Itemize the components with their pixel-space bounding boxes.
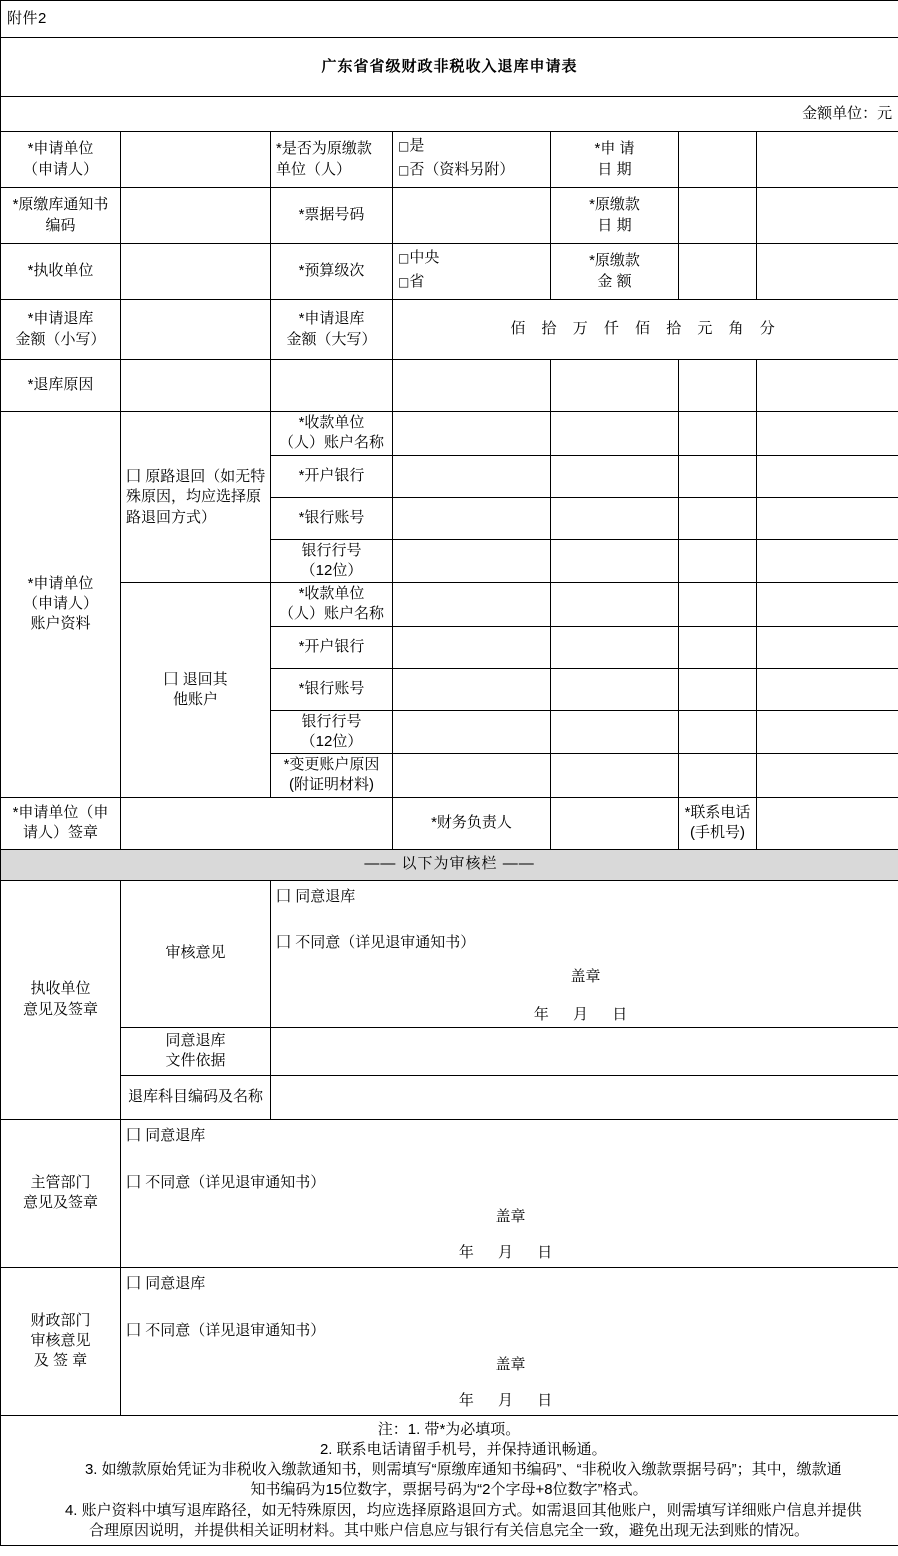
label-bank-code-other: 银行行号 （12位） xyxy=(271,710,393,754)
field-change-account-reason[interactable] xyxy=(393,754,551,798)
field-bank-account-other-c2[interactable] xyxy=(551,668,679,710)
field-change-account-reason-c3[interactable] xyxy=(679,754,757,798)
option-other-account[interactable]: 囗 退回其 他账户 xyxy=(121,583,271,798)
field-refund-reason-c6[interactable] xyxy=(757,360,898,412)
label-bank-code-orig: 银行行号 （12位） xyxy=(271,539,393,583)
label-change-account-reason: *变更账户原因 (附证明材料) xyxy=(271,754,393,798)
row-refund-amount xyxy=(1,300,898,360)
field-payee-account-name-other-c3[interactable] xyxy=(679,583,757,627)
field-bank-other-c4[interactable] xyxy=(757,626,898,668)
field-refund-reason-c4[interactable] xyxy=(551,360,679,412)
checkbox-icon[interactable]: 囗 xyxy=(126,1125,142,1144)
label-account-section: *申请单位 （申请人） 账户资料 xyxy=(1,412,121,798)
field-bank-orig-c4[interactable] xyxy=(757,455,898,497)
attachment-row xyxy=(1,1,898,38)
attachment-label: 附件2 xyxy=(1,1,898,38)
checkbox-icon[interactable]: 囗 xyxy=(276,886,292,905)
capital-units-label: 佰 拾 万 仟 佰 拾 元 角 分 xyxy=(510,320,781,338)
row-collector-subject xyxy=(1,1075,898,1119)
field-refund-amount-small[interactable] xyxy=(121,300,271,360)
row-finance-opinion xyxy=(1,1267,898,1415)
field-bank-orig-c2[interactable] xyxy=(551,455,679,497)
label-orig-pay-amount: *原缴款 金 额 xyxy=(551,244,679,300)
label-refund-subject-code: 退库科目编码及名称 xyxy=(121,1075,271,1119)
checkbox-icon[interactable]: 囗 xyxy=(126,1320,142,1339)
date-label: 年 月 日 xyxy=(458,1392,563,1410)
label-collector-opinion: 审核意见 xyxy=(121,880,271,1027)
field-contact-phone[interactable] xyxy=(757,797,898,849)
field-bank-code-orig-c3[interactable] xyxy=(679,539,757,583)
label-collector-section: 执收单位 意见及签章 xyxy=(1,880,121,1119)
field-change-account-reason-c2[interactable] xyxy=(551,754,679,798)
field-bank-account-orig-c4[interactable] xyxy=(757,497,898,539)
checkbox-option-agree[interactable]: 囗 同意退库 xyxy=(126,1125,206,1144)
label-bank-account-other: *银行账号 xyxy=(271,668,393,710)
checkbox-option-central[interactable]: □中央 xyxy=(398,249,440,267)
checkbox-option-agree[interactable]: 囗 同意退库 xyxy=(276,886,356,905)
row-signature xyxy=(1,797,898,849)
field-payee-account-name-orig[interactable] xyxy=(393,412,551,456)
seal-label: 盖章 xyxy=(495,1356,526,1373)
label-bill-no: *票据号码 xyxy=(271,188,393,244)
field-finance-opinion[interactable] xyxy=(121,1267,898,1415)
checkbox-option-no[interactable]: □否（资料另附） xyxy=(398,160,515,178)
field-collector-basis[interactable] xyxy=(271,1027,898,1075)
row-review-divider xyxy=(1,849,898,880)
field-budget-level[interactable] xyxy=(393,244,551,300)
field-applicant[interactable] xyxy=(121,132,271,188)
label-collector: *执收单位 xyxy=(1,244,121,300)
label-is-original-payer: *是否为原缴款 单位（人） xyxy=(271,132,393,188)
checkbox-icon[interactable]: 囗 xyxy=(126,1172,142,1191)
field-payee-account-name-orig-c4[interactable] xyxy=(757,412,898,456)
label-orig-pay-date: *原缴款 日 期 xyxy=(551,188,679,244)
label-bank-account-orig: *银行账号 xyxy=(271,497,393,539)
checkbox-icon[interactable]: □ xyxy=(398,139,410,154)
field-bank-other[interactable] xyxy=(393,626,551,668)
checkbox-icon[interactable]: 囗 xyxy=(126,467,142,486)
row-notice-code xyxy=(1,188,898,244)
field-bank-account-other-c4[interactable] xyxy=(757,668,898,710)
field-orig-pay-amount-ext[interactable] xyxy=(757,244,898,300)
label-finance-head: *财务负责人 xyxy=(393,797,551,849)
checkbox-option-disagree[interactable]: 囗 不同意（详见退审通知书） xyxy=(276,932,476,951)
checkbox-icon[interactable]: 囗 xyxy=(276,932,292,951)
note-line-4b: 合理原因说明，并提供相关证明材料。其中账户信息应与银行有关信息完全一致，避免出现无法到账的情况。 xyxy=(89,1521,810,1539)
seal-label: 盖章 xyxy=(570,968,601,985)
checkbox-icon[interactable]: 囗 xyxy=(126,1273,142,1292)
field-payee-account-name-orig-c2[interactable] xyxy=(551,412,679,456)
label-department-section: 主管部门 意见及签章 xyxy=(1,1119,121,1267)
label-refund-reason: *退库原因 xyxy=(1,360,121,412)
row-collector xyxy=(1,244,898,300)
label-applicant-seal: *申请单位（申 请人）签章 xyxy=(1,797,121,849)
field-refund-reason-c3[interactable] xyxy=(393,360,551,412)
field-change-account-reason-c4[interactable] xyxy=(757,754,898,798)
field-refund-reason-c5[interactable] xyxy=(679,360,757,412)
checkbox-option-province[interactable]: □省 xyxy=(398,272,425,290)
label-bank-orig: *开户银行 xyxy=(271,455,393,497)
field-bill-no[interactable] xyxy=(393,188,551,244)
note-line-3: 3. 如缴款原始凭证为非税收入缴款通知书，则需填写“原缴库通知书编码”、“非税收入缴款票据号码”；其中，缴款通 xyxy=(84,1461,842,1478)
field-bank-account-other-c3[interactable] xyxy=(679,668,757,710)
checkbox-icon[interactable]: □ xyxy=(398,274,410,289)
label-applicant: *申请单位 （申请人） xyxy=(1,132,121,188)
checkbox-option-disagree[interactable]: 囗 不同意（详见退审通知书） xyxy=(126,1172,326,1191)
row-refund-reason xyxy=(1,360,898,412)
note-line-3b: 知书编码为15位数字，票据号码为“2个字母+8位数字”格式。 xyxy=(250,1481,648,1499)
label-refund-amount-small: *申请退库 金额（小写） xyxy=(1,300,121,360)
field-payee-account-name-other-c2[interactable] xyxy=(551,583,679,627)
field-bank-code-orig-c4[interactable] xyxy=(757,539,898,583)
date-label: 年 月 日 xyxy=(533,1006,638,1024)
checkbox-icon[interactable]: □ xyxy=(398,251,410,266)
field-notice-code[interactable] xyxy=(121,188,271,244)
field-department-opinion[interactable] xyxy=(121,1119,898,1267)
field-orig-pay-amount[interactable] xyxy=(679,244,757,300)
note-line-1: 注：1. 带*为必填项。 xyxy=(377,1420,521,1438)
field-apply-date[interactable] xyxy=(679,132,757,188)
checkbox-option-disagree[interactable]: 囗 不同意（详见退审通知书） xyxy=(126,1320,326,1339)
field-bank-account-orig-c3[interactable] xyxy=(679,497,757,539)
amount-unit-row xyxy=(1,97,898,132)
label-budget-level: *预算级次 xyxy=(271,244,393,300)
label-notice-code: *原缴库通知书 编码 xyxy=(1,188,121,244)
row-notes xyxy=(1,1415,898,1546)
field-bank-account-other[interactable] xyxy=(393,668,551,710)
form-notes xyxy=(1,1415,898,1546)
field-bank-code-other[interactable] xyxy=(393,710,551,754)
field-bank-other-c3[interactable] xyxy=(679,626,757,668)
row-applicant xyxy=(1,132,898,188)
field-bank-code-other-c2[interactable] xyxy=(551,710,679,754)
page-title: 广东省省级财政非税收入退库申请表 xyxy=(1,38,898,97)
title-row xyxy=(1,38,898,97)
label-finance-section: 财政部门 审核意见 及 签 章 xyxy=(1,1267,121,1415)
label-apply-date: *申 请 日 期 xyxy=(551,132,679,188)
field-bank-code-other-c3[interactable] xyxy=(679,710,757,754)
field-bank-other-c2[interactable] xyxy=(551,626,679,668)
label-payee-account-name-orig: *收款单位 （人）账户名称 xyxy=(271,412,393,456)
field-bank-orig[interactable] xyxy=(393,455,551,497)
label-refund-amount-big: *申请退库 金额（大写） xyxy=(271,300,393,360)
field-bank-code-other-c4[interactable] xyxy=(757,710,898,754)
field-payee-account-name-orig-c3[interactable] xyxy=(679,412,757,456)
field-refund-subject-code[interactable] xyxy=(271,1075,898,1119)
field-orig-pay-date-ext[interactable] xyxy=(757,188,898,244)
label-collector-basis: 同意退库 文件依据 xyxy=(121,1027,271,1075)
review-section-divider: —— 以下为审核栏 —— xyxy=(1,849,898,880)
field-collector[interactable] xyxy=(121,244,271,300)
field-applicant-seal[interactable] xyxy=(121,797,393,849)
label-payee-account-name-other: *收款单位 （人）账户名称 xyxy=(271,583,393,627)
row-account-other-1 xyxy=(1,583,898,627)
field-apply-date-ext[interactable] xyxy=(757,132,898,188)
checkbox-option-agree[interactable]: 囗 同意退库 xyxy=(126,1273,206,1292)
field-bank-account-orig[interactable] xyxy=(393,497,551,539)
field-collector-opinion[interactable] xyxy=(271,880,898,1027)
label-contact-phone: *联系电话 (手机号) xyxy=(679,797,757,849)
field-refund-reason[interactable] xyxy=(121,360,271,412)
checkbox-icon[interactable]: □ xyxy=(398,162,410,177)
note-line-4: 4. 账户资料中填写退库路径，如无特殊原因，均应选择原路退回方式。如需退回其他账户，则需填写详细账户信息并提供 xyxy=(64,1501,862,1519)
field-payee-account-name-other-c4[interactable] xyxy=(757,583,898,627)
field-orig-pay-date[interactable] xyxy=(679,188,757,244)
field-is-original-payer[interactable] xyxy=(393,132,551,188)
row-account-orig-1 xyxy=(1,412,898,456)
row-collector-opinion xyxy=(1,880,898,1027)
option-original-route[interactable]: 囗 原路退回（如无特殊原因，均应选择原路退回方式） xyxy=(121,412,271,583)
field-refund-amount-big[interactable] xyxy=(393,300,898,360)
row-collector-basis xyxy=(1,1027,898,1075)
field-refund-reason-c2[interactable] xyxy=(271,360,393,412)
label-bank-other: *开户银行 xyxy=(271,626,393,668)
field-bank-orig-c3[interactable] xyxy=(679,455,757,497)
seal-label: 盖章 xyxy=(495,1208,526,1225)
date-label: 年 月 日 xyxy=(458,1244,563,1262)
checkbox-icon[interactable]: 囗 xyxy=(163,670,179,688)
field-bank-code-orig-c2[interactable] xyxy=(551,539,679,583)
amount-unit-label: 金额单位：元 xyxy=(1,97,898,132)
field-finance-head[interactable] xyxy=(551,797,679,849)
checkbox-option-yes[interactable]: □是 xyxy=(398,137,425,155)
note-line-2: 2. 联系电话请留手机号，并保持通讯畅通。 xyxy=(319,1440,607,1458)
field-bank-account-orig-c2[interactable] xyxy=(551,497,679,539)
field-payee-account-name-other[interactable] xyxy=(393,583,551,627)
row-department-opinion xyxy=(1,1119,898,1267)
field-bank-code-orig[interactable] xyxy=(393,539,551,583)
